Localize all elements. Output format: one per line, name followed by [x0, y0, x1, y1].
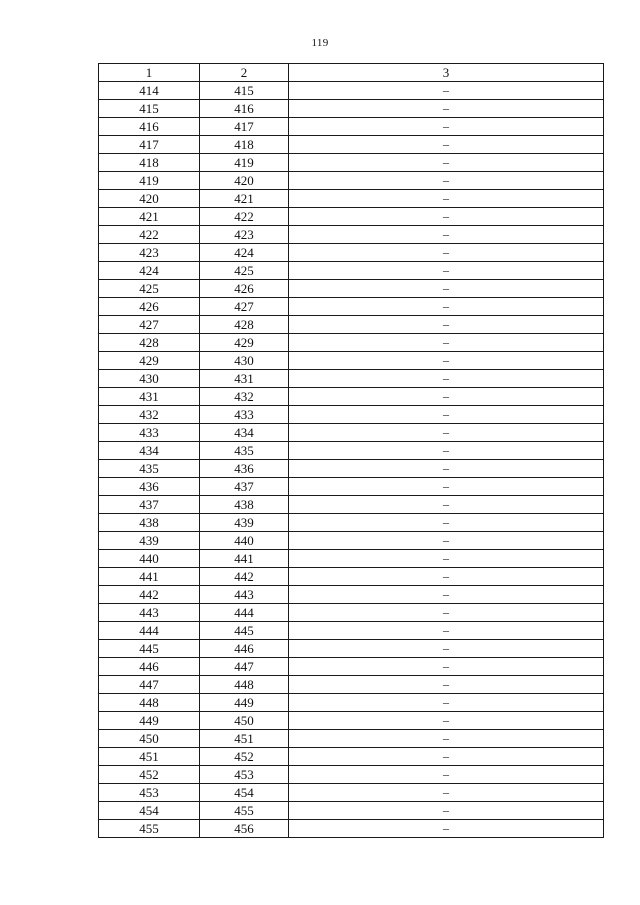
table-row [99, 802, 604, 820]
table-cell-col-3: – [289, 118, 604, 136]
table-cell-col-2: 415 [200, 82, 289, 100]
table-cell-col-3: – [289, 136, 604, 154]
table-row [99, 658, 604, 676]
table-row [99, 694, 604, 712]
table-cell-col-3: – [289, 604, 604, 622]
table-cell-col-2: 442 [200, 568, 289, 586]
table-cell-col-2: 451 [200, 730, 289, 748]
table-cell-col-3: – [289, 532, 604, 550]
table-row [99, 280, 604, 298]
table-cell-col-2: 422 [200, 208, 289, 226]
table-row [99, 532, 604, 550]
table-cell-col-2: 453 [200, 766, 289, 784]
table-row [99, 370, 604, 388]
table-cell-col-2: 420 [200, 172, 289, 190]
table-cell-col-1: 415 [99, 100, 200, 118]
table-cell-col-2: 416 [200, 100, 289, 118]
table-cell-col-3: – [289, 550, 604, 568]
table-cell-col-3: – [289, 676, 604, 694]
table-row [99, 298, 604, 316]
table-row [99, 208, 604, 226]
table-cell-col-2: 417 [200, 118, 289, 136]
table-cell-col-2: 421 [200, 190, 289, 208]
table-cell-col-3: – [289, 154, 604, 172]
table-row [99, 568, 604, 586]
table-row [99, 226, 604, 244]
table-cell-col-3: – [289, 82, 604, 100]
table-cell-col-1: 432 [99, 406, 200, 424]
table-cell-col-1: 425 [99, 280, 200, 298]
table-cell-col-3: – [289, 100, 604, 118]
table-cell-col-2: 447 [200, 658, 289, 676]
table-row [99, 640, 604, 658]
table-cell-col-1: 429 [99, 352, 200, 370]
table-cell-col-3: – [289, 586, 604, 604]
table-row [99, 748, 604, 766]
table-row [99, 154, 604, 172]
table-row [99, 136, 604, 154]
table-cell-col-1: 446 [99, 658, 200, 676]
table-cell-col-3: – [289, 226, 604, 244]
table-cell-col-2: 429 [200, 334, 289, 352]
table-cell-col-3: – [289, 406, 604, 424]
table-row [99, 100, 604, 118]
table-cell-col-3: – [289, 712, 604, 730]
table-cell-col-1: 454 [99, 802, 200, 820]
table-cell-col-2: 445 [200, 622, 289, 640]
table-cell-col-1: 418 [99, 154, 200, 172]
table-cell-col-2: 452 [200, 748, 289, 766]
table-cell-col-3: – [289, 334, 604, 352]
table-row [99, 514, 604, 532]
table-cell-col-1: 452 [99, 766, 200, 784]
table-cell-col-2: 418 [200, 136, 289, 154]
table-cell-col-3: – [289, 442, 604, 460]
data-table [98, 63, 604, 838]
table-row [99, 82, 604, 100]
table-row [99, 712, 604, 730]
table-cell-col-2: 439 [200, 514, 289, 532]
table-cell-col-1: 426 [99, 298, 200, 316]
table-cell-col-2: 425 [200, 262, 289, 280]
table-cell-col-2: 434 [200, 424, 289, 442]
table-row [99, 730, 604, 748]
table-cell-col-2: 455 [200, 802, 289, 820]
table-cell-col-3: – [289, 280, 604, 298]
column-header-2: 2 [200, 64, 289, 82]
table-cell-col-1: 444 [99, 622, 200, 640]
table-cell-col-1: 449 [99, 712, 200, 730]
table-cell-col-1: 441 [99, 568, 200, 586]
page-number: 119 [311, 37, 329, 49]
table-cell-col-3: – [289, 460, 604, 478]
table-cell-col-1: 433 [99, 424, 200, 442]
table-cell-col-2: 432 [200, 388, 289, 406]
table-row [99, 622, 604, 640]
table-cell-col-1: 431 [99, 388, 200, 406]
header-row [99, 64, 604, 82]
table-cell-col-1: 417 [99, 136, 200, 154]
table-cell-col-1: 419 [99, 172, 200, 190]
table-cell-col-1: 455 [99, 820, 200, 838]
table-cell-col-2: 446 [200, 640, 289, 658]
table-cell-col-1: 416 [99, 118, 200, 136]
table-cell-col-1: 423 [99, 244, 200, 262]
table-cell-col-2: 435 [200, 442, 289, 460]
table-row [99, 550, 604, 568]
table-cell-col-3: – [289, 622, 604, 640]
table-cell-col-2: 436 [200, 460, 289, 478]
table-cell-col-1: 420 [99, 190, 200, 208]
table-row [99, 172, 604, 190]
table-cell-col-2: 441 [200, 550, 289, 568]
table-cell-col-3: – [289, 478, 604, 496]
table-cell-col-3: – [289, 640, 604, 658]
table-cell-col-1: 424 [99, 262, 200, 280]
table-row [99, 460, 604, 478]
table-cell-col-1: 434 [99, 442, 200, 460]
table-cell-col-1: 430 [99, 370, 200, 388]
table-cell-col-2: 426 [200, 280, 289, 298]
table-cell-col-2: 456 [200, 820, 289, 838]
table-row [99, 604, 604, 622]
table-cell-col-2: 427 [200, 298, 289, 316]
table-body [99, 82, 604, 838]
table-row [99, 352, 604, 370]
table-cell-col-1: 448 [99, 694, 200, 712]
table-cell-col-2: 419 [200, 154, 289, 172]
table-header [99, 64, 604, 82]
table-cell-col-1: 442 [99, 586, 200, 604]
table-cell-col-3: – [289, 316, 604, 334]
table-cell-col-2: 440 [200, 532, 289, 550]
table-cell-col-2: 431 [200, 370, 289, 388]
table-cell-col-1: 443 [99, 604, 200, 622]
table-cell-col-1: 435 [99, 460, 200, 478]
table-cell-col-3: – [289, 244, 604, 262]
table-cell-col-2: 423 [200, 226, 289, 244]
table-row [99, 334, 604, 352]
table-row [99, 586, 604, 604]
table-cell-col-1: 421 [99, 208, 200, 226]
table-cell-col-3: – [289, 496, 604, 514]
column-header-3: 3 [289, 64, 604, 82]
table-cell-col-2: 454 [200, 784, 289, 802]
table-row [99, 784, 604, 802]
table-row [99, 478, 604, 496]
table-row [99, 424, 604, 442]
table-cell-col-1: 440 [99, 550, 200, 568]
table-cell-col-3: – [289, 730, 604, 748]
table-cell-col-2: 437 [200, 478, 289, 496]
table-cell-col-2: 450 [200, 712, 289, 730]
table-row [99, 190, 604, 208]
table-cell-col-3: – [289, 172, 604, 190]
table-cell-col-3: – [289, 694, 604, 712]
table-cell-col-1: 439 [99, 532, 200, 550]
table-cell-col-3: – [289, 190, 604, 208]
table-cell-col-3: – [289, 262, 604, 280]
table-row [99, 820, 604, 838]
table-cell-col-3: – [289, 784, 604, 802]
table-cell-col-3: – [289, 802, 604, 820]
table-cell-col-1: 414 [99, 82, 200, 100]
table-row [99, 766, 604, 784]
table-cell-col-2: 449 [200, 694, 289, 712]
table-cell-col-3: – [289, 298, 604, 316]
table-cell-col-3: – [289, 514, 604, 532]
table-row [99, 244, 604, 262]
table-row [99, 316, 604, 334]
table-cell-col-3: – [289, 766, 604, 784]
table-cell-col-1: 451 [99, 748, 200, 766]
table-cell-col-3: – [289, 748, 604, 766]
table-cell-col-2: 424 [200, 244, 289, 262]
table-cell-col-1: 437 [99, 496, 200, 514]
table-cell-col-1: 422 [99, 226, 200, 244]
table-cell-col-1: 428 [99, 334, 200, 352]
table-cell-col-3: – [289, 568, 604, 586]
table-cell-col-1: 450 [99, 730, 200, 748]
table-row [99, 676, 604, 694]
table-cell-col-1: 453 [99, 784, 200, 802]
table-cell-col-1: 438 [99, 514, 200, 532]
table-cell-col-3: – [289, 424, 604, 442]
table-cell-col-1: 445 [99, 640, 200, 658]
table-row [99, 262, 604, 280]
table-cell-col-2: 443 [200, 586, 289, 604]
table-cell-col-2: 433 [200, 406, 289, 424]
table-cell-col-2: 448 [200, 676, 289, 694]
table-cell-col-3: – [289, 658, 604, 676]
table-cell-col-3: – [289, 820, 604, 838]
table-row [99, 388, 604, 406]
column-header-1: 1 [99, 64, 200, 82]
table-cell-col-2: 428 [200, 316, 289, 334]
table-cell-col-3: – [289, 208, 604, 226]
table-cell-col-3: – [289, 388, 604, 406]
table-cell-col-1: 447 [99, 676, 200, 694]
table-cell-col-2: 444 [200, 604, 289, 622]
table-cell-col-1: 436 [99, 478, 200, 496]
table-cell-col-1: 427 [99, 316, 200, 334]
table-row [99, 496, 604, 514]
table-row [99, 118, 604, 136]
table-row [99, 406, 604, 424]
table-row [99, 442, 604, 460]
table-cell-col-2: 438 [200, 496, 289, 514]
table-cell-col-3: – [289, 370, 604, 388]
table-cell-col-2: 430 [200, 352, 289, 370]
table-cell-col-3: – [289, 352, 604, 370]
